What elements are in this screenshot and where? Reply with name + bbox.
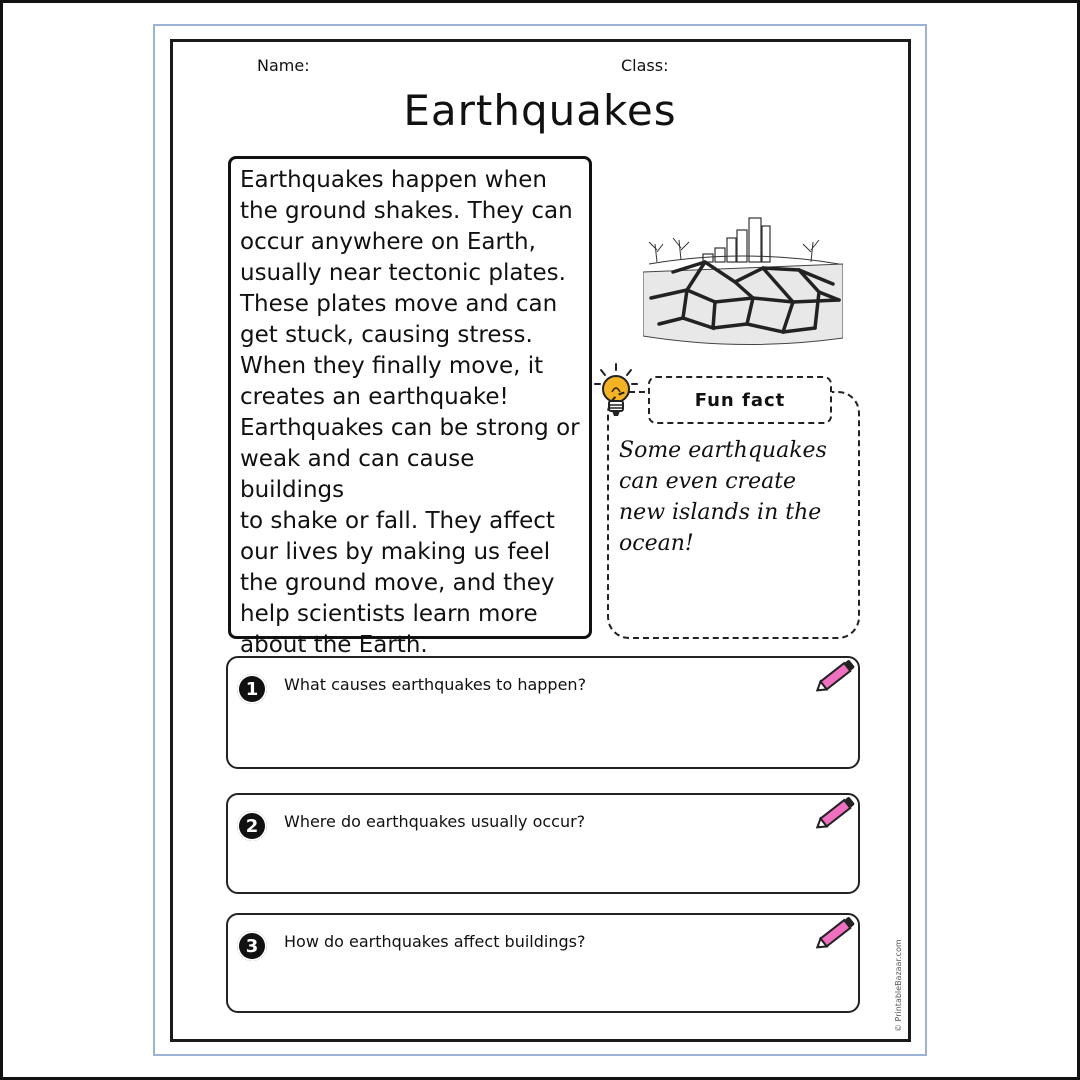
name-label: Name: [257,56,310,75]
reading-line: These plates move and can [240,291,558,317]
reading-line: about the Earth. [240,632,428,658]
reading-line: When they finally move, it [240,353,544,379]
reading-line: Earthquakes happen when [240,167,547,193]
question-text: Where do earthquakes usually occur? [284,812,586,831]
earthquake-illustration [643,152,843,352]
reading-line: our lives by making us feel [240,539,551,565]
question-text: How do earthquakes affect buildings? [284,932,586,951]
question-number-badge: 2 [237,811,267,841]
question-answer-box-3[interactable] [226,913,860,1013]
reading-line: the ground move, and they [240,570,555,596]
fun-fact-line: new islands in the [619,500,822,525]
reading-line: help scientists learn more [240,601,538,627]
reading-line: get stuck, causing stress. [240,322,533,348]
fun-fact-text [619,435,851,559]
class-label: Class: [621,56,669,75]
question-number-badge: 3 [237,931,267,961]
reading-passage-box [228,156,592,658]
reading-line: the ground shakes. They can [240,198,573,224]
pencil-icon [812,650,862,700]
fun-fact-label: Fun fact [648,376,832,424]
reading-passage [240,165,583,661]
reading-line: creates an earthquake! [240,384,509,410]
fun-fact-line: can even create [619,469,797,494]
copyright-text: © PrintableBazaar.com [894,939,903,1032]
question-text: What causes earthquakes to happen? [284,675,587,694]
reading-line: usually near tectonic plates. [240,260,566,286]
question-answer-box-2[interactable] [226,793,860,894]
reading-line: to shake or fall. They affect [240,508,555,534]
pencil-icon [812,787,862,837]
question-answer-box-1[interactable] [226,656,860,769]
fun-fact-line: Some earthquakes [619,438,827,463]
question-number-badge: 1 [237,674,267,704]
page-title: Earthquakes [403,86,677,135]
reading-line: occur anywhere on Earth, [240,229,536,255]
reading-line: Earthquakes can be strong or [240,415,580,441]
reading-line: weak and can cause buildings [240,446,475,503]
pencil-icon [812,907,862,957]
fun-fact-line: ocean! [619,531,694,556]
